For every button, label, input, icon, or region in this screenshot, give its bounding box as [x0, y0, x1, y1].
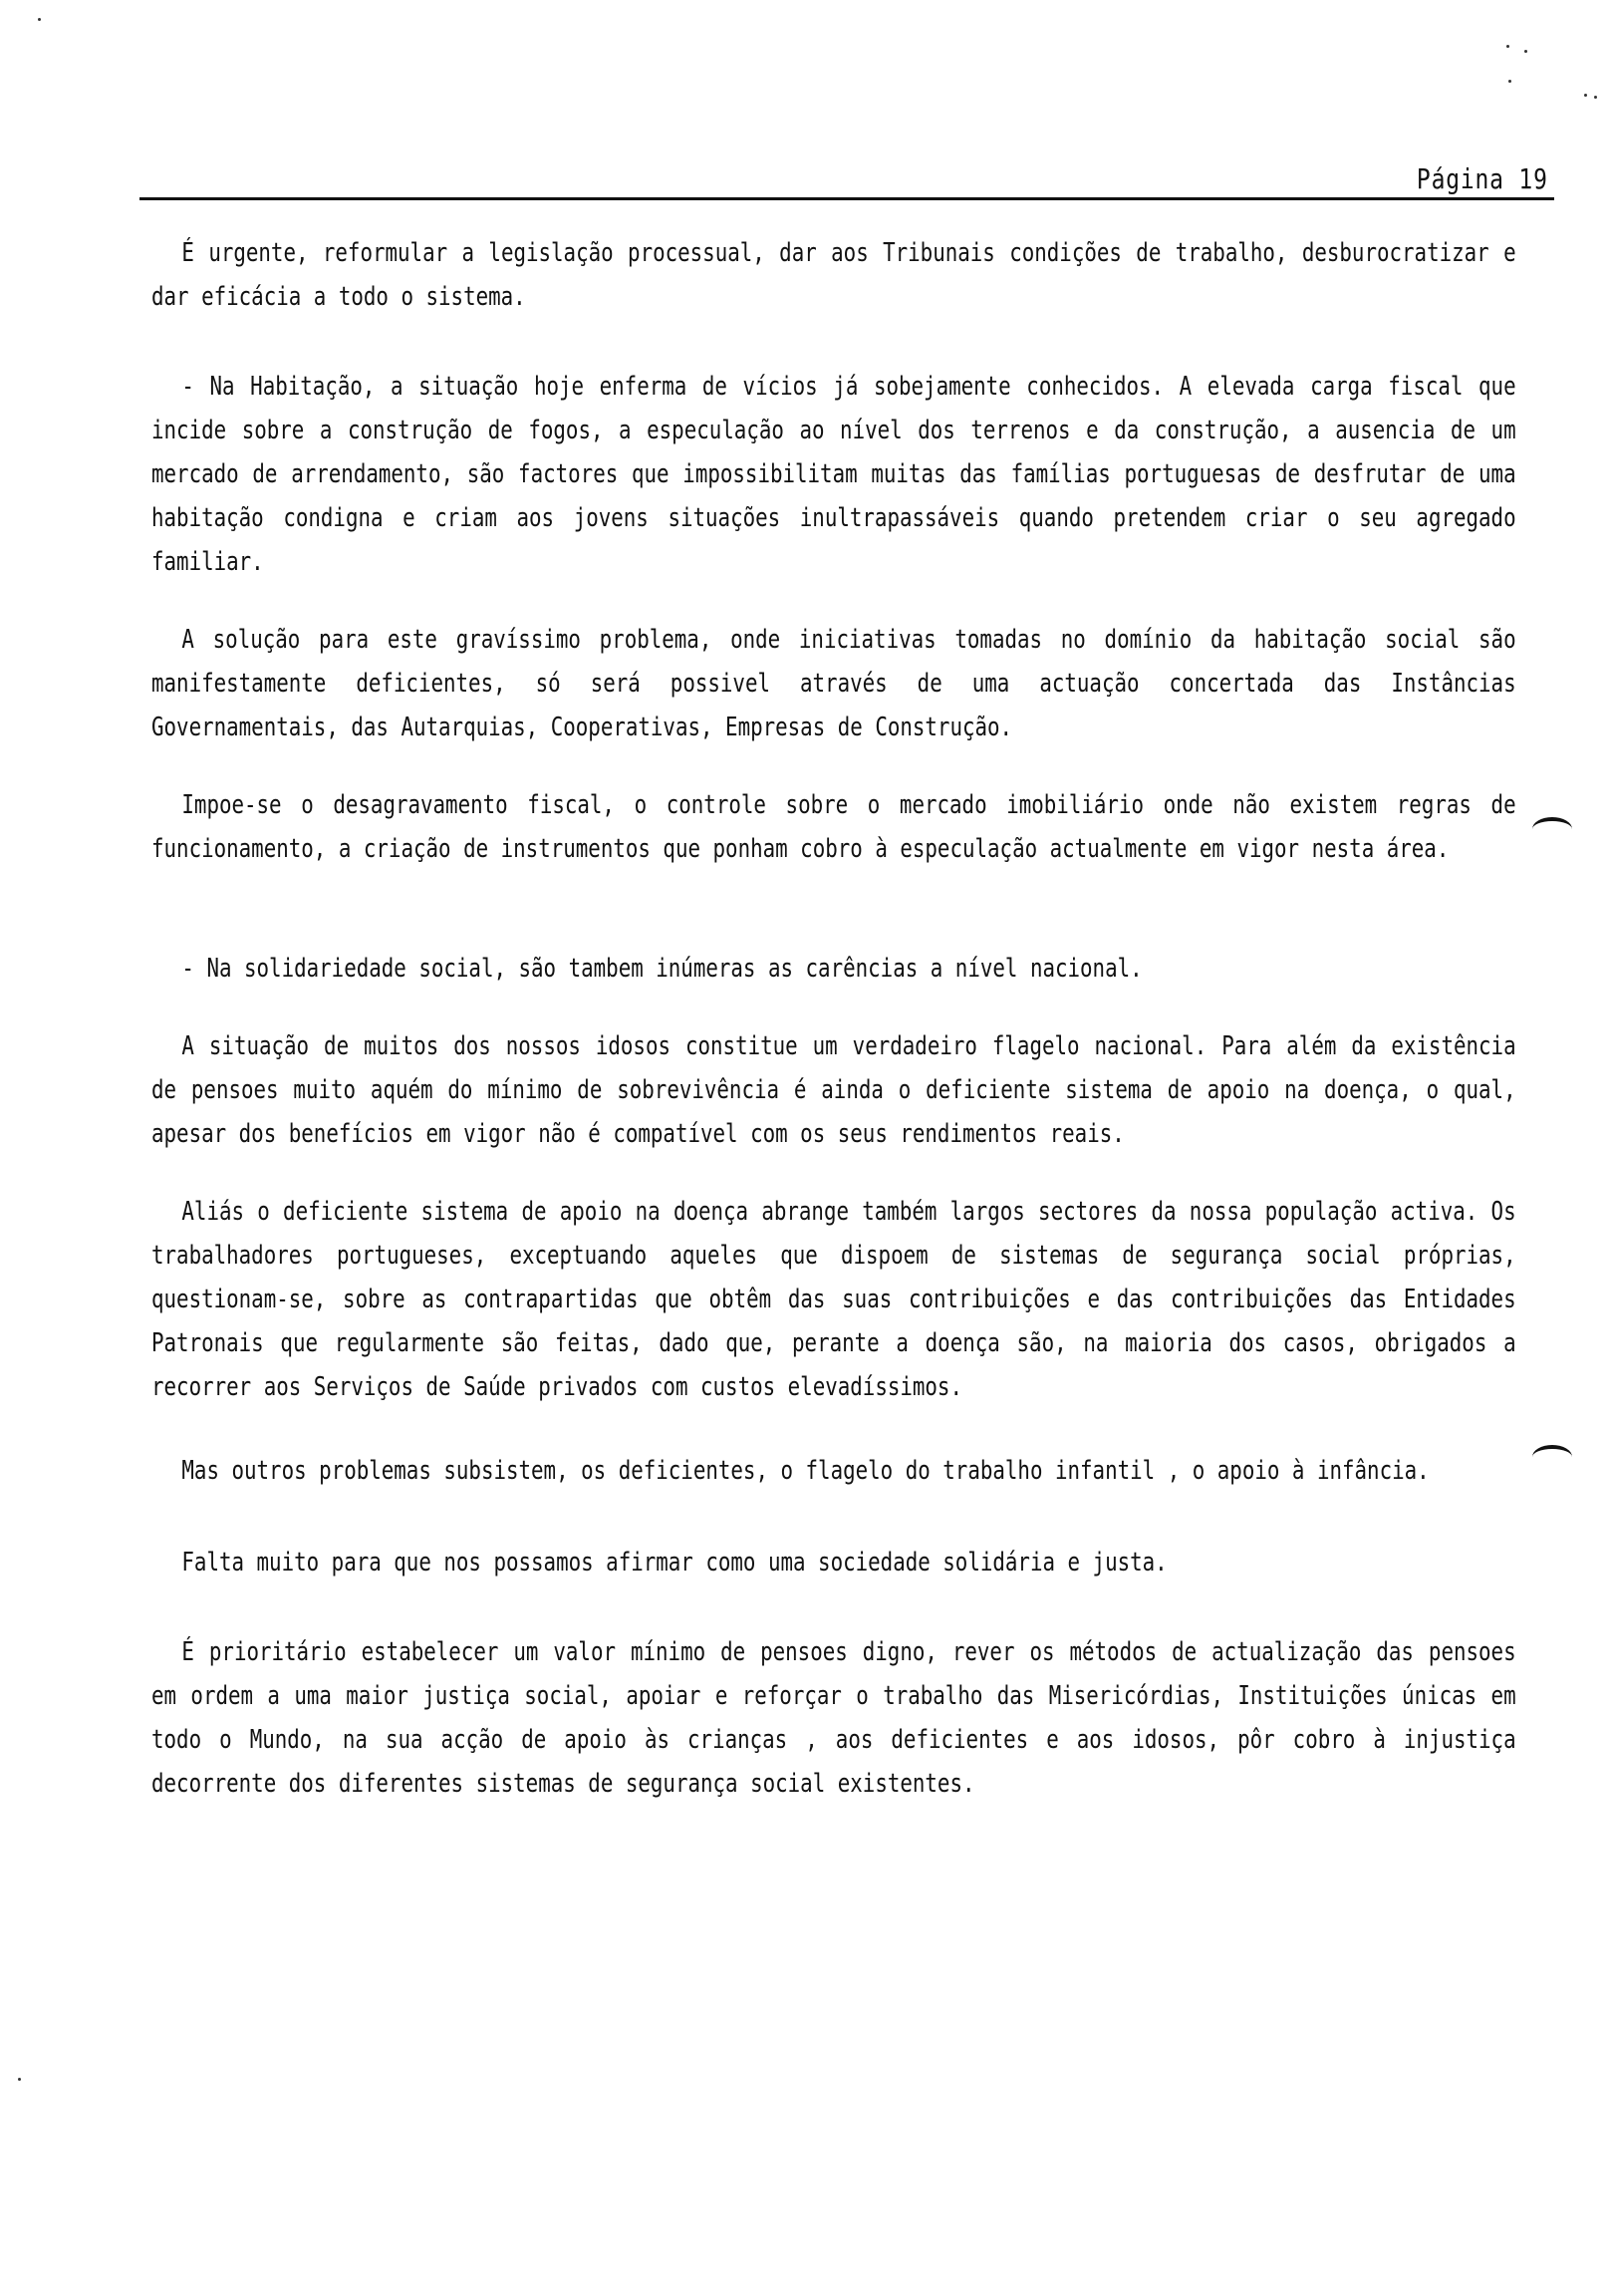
- paragraph-housing-solution: A solução para este gravíssimo problema, onde iniciativas tomadas no domínio da habitação social são manifestamente deficientes, só será possivel através de uma actuação concertada das Instâncias Governamentais, das Autarquias, Cooperativas, Empresas de Construção.: [151, 625, 1516, 742]
- header-rule: [139, 197, 1554, 200]
- paragraph-other-problems: Mas outros problemas subsistem, os deficientes, o flagelo do trabalho infantil , o apoio à infância.: [181, 1456, 1430, 1486]
- paragraph-pensions: É prioritário estabelecer um valor mínimo de pensoes digno, rever os métodos de actualização das pensoes em ordem a uma maior justiça social, apoiar e reforçar o trabalho das Misericórdias, Instituições únicas em todo o Mundo, na sua acção de apoio às crianças , aos deficientes e aos idosos, pôr cobro à injustiça decorrente dos diferentes sistemas de segurança social existentes.: [151, 1637, 1516, 1799]
- margin-mark: [1532, 817, 1572, 841]
- paragraph-justice: É urgente, reformular a legislação processual, dar aos Tribunais condições de trabalho, desburocratizar e dar eficácia a todo o sistema.: [151, 238, 1516, 312]
- paragraph-elderly: A situação de muitos dos nossos idosos constitue um verdadeiro flagelo nacional. Para além da existência de pensoes muito aquém do mínimo de sobrevivência é ainda o deficiente sistema de apoio na doença, o qual, apesar dos benefícios em vigor não é compatível com os seus rendimentos reais.: [151, 1031, 1516, 1149]
- scan-speck: [1508, 80, 1511, 83]
- margin-mark: [1532, 1445, 1572, 1469]
- paragraph-fair-society: Falta muito para que nos possamos afirmar como uma sociedade solidária e justa.: [181, 1548, 1168, 1578]
- paragraph-fiscal-relief: Impoe-se o desagravamento fiscal, o controle sobre o mercado imobiliário onde não existem regras de funcionamento, a criação de instrumentos que ponham cobro à especulação actualmente em vigor nesta área.: [151, 790, 1516, 864]
- scan-speck: [1594, 96, 1597, 99]
- paragraph-housing: - Na Habitação, a situação hoje enferma de vícios já sobejamente conhecidos. A elevada carga fiscal que incide sobre a construção de fogos, a especulação ao nível dos terrenos e da construção, a ausencia de um mercado de arrendamento, são factores que impossibilitam muitas das famílias portuguesas de desfrutar de uma habitação condigna e criam aos jovens situações inultrapassáveis quando pretendem criar o seu agregado familiar.: [151, 372, 1516, 577]
- page-number: Página 19: [1417, 162, 1548, 195]
- scan-speck: [18, 2078, 21, 2081]
- scan-speck: [1524, 50, 1527, 53]
- scan-speck: [1584, 94, 1587, 97]
- scan-speck: [38, 18, 41, 21]
- paragraph-health-support: Aliás o deficiente sistema de apoio na doença abrange também largos sectores da nossa população activa. Os trabalhadores portugueses, exceptuando aqueles que dispoem de sistemas de segurança social próprias, questionam-se, sobre as contrapartidas que obtêm das suas contribuições e das contribuições das Entidades Patronais que regularmente são feitas, dado que, perante a doença são, na maioria dos casos, obrigados a recorrer aos Serviços de Saúde privados com custos elevadíssimos.: [151, 1197, 1516, 1402]
- scan-speck: [1506, 45, 1509, 48]
- paragraph-social-solidarity: - Na solidariedade social, são tambem inúmeras as carências a nível nacional.: [181, 954, 1143, 984]
